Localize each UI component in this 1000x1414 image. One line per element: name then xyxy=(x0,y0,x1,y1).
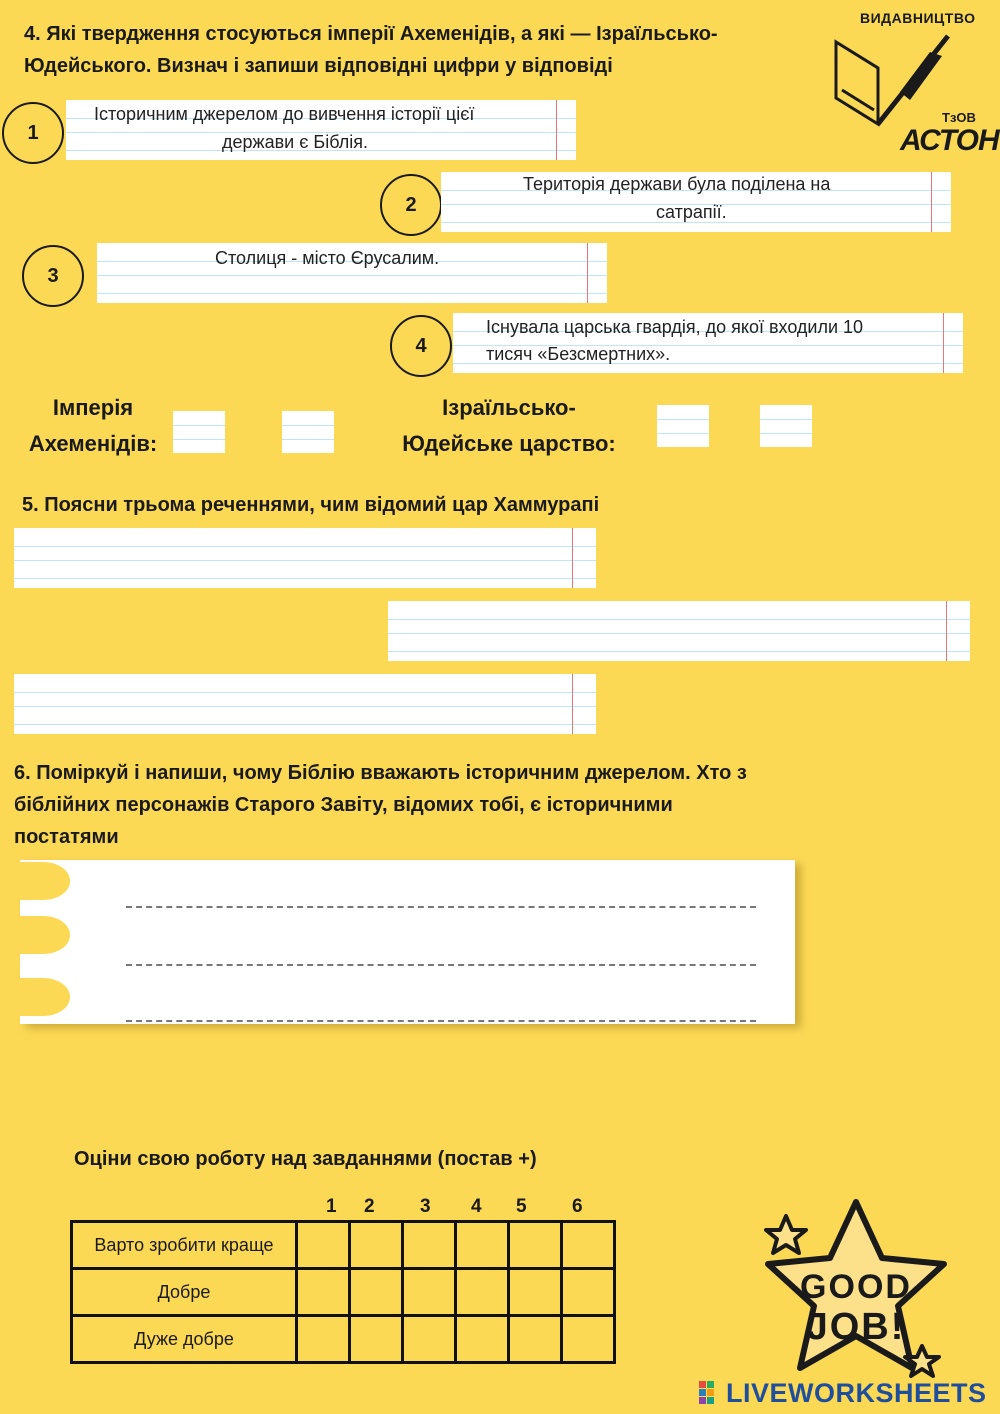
answer-line-1[interactable] xyxy=(14,528,596,588)
rating-col-label: 5 xyxy=(516,1196,527,1217)
rating-cell[interactable] xyxy=(403,1269,456,1316)
rating-cell[interactable] xyxy=(562,1269,615,1316)
rating-cell[interactable] xyxy=(403,1222,456,1269)
answer-box-israel-judah-1[interactable] xyxy=(657,405,709,447)
statement-text: Історичним джерелом до вивчення історії цієї xyxy=(94,104,475,124)
q4-title-line1: 4. Які твердження стосуються імперії Ахеменідів, а які — Ізраїльсько- xyxy=(24,23,718,45)
q6-title-line1: 6. Поміркуй і напиши, чому Біблію вважають історичним джерелом. Хто з xyxy=(14,762,747,784)
rating-cell[interactable] xyxy=(350,1222,403,1269)
answer-box-israel-judah-2[interactable] xyxy=(760,405,812,447)
statement-number-2: 2 xyxy=(380,174,442,236)
rating-cell[interactable] xyxy=(456,1316,509,1363)
liveworksheets-logo[interactable] xyxy=(698,1378,987,1408)
answer-box-achaemenid-1[interactable] xyxy=(173,411,225,453)
rating-cell[interactable] xyxy=(509,1269,562,1316)
answer-line-2[interactable] xyxy=(388,601,970,661)
group-b-label-line2: Юдейське царство: xyxy=(402,431,616,456)
liveworksheets-brand: LIVEWORKSHEETS xyxy=(726,1377,987,1408)
q5-title: 5. Поясни трьома реченнями, чим відомий цар Хаммурапі xyxy=(22,494,600,516)
rating-cell[interactable] xyxy=(350,1316,403,1363)
rating-row xyxy=(72,1316,615,1363)
publisher-name: АСТОН xyxy=(900,124,999,157)
group-a-label-line2: Ахеменідів: xyxy=(28,431,158,456)
statement-text: сатрапії. xyxy=(656,202,727,222)
rating-col-label: 1 xyxy=(326,1196,337,1217)
rating-cell[interactable] xyxy=(297,1316,350,1363)
q4-title-line2: Юдейського. Визнач і запиши відповідні цифри у відповіді xyxy=(24,55,613,77)
group-a-label-line1: Імперія xyxy=(52,395,134,420)
rating-cell[interactable] xyxy=(297,1222,350,1269)
rating-cell[interactable] xyxy=(403,1316,456,1363)
rating-cell[interactable] xyxy=(509,1222,562,1269)
rating-cell[interactable] xyxy=(350,1269,403,1316)
rating-cell[interactable] xyxy=(297,1269,350,1316)
publisher-logo xyxy=(830,6,999,157)
statement-number-4: 4 xyxy=(390,315,452,377)
rating-cell[interactable] xyxy=(456,1222,509,1269)
statement-card-1[interactable] xyxy=(66,100,576,160)
statement-number-1: 1 xyxy=(2,102,64,164)
rating-col-label: 6 xyxy=(572,1196,583,1217)
group-b-label-line1: Ізраїльсько- xyxy=(442,395,576,420)
rating-table xyxy=(70,1220,616,1364)
statement-text: Територія держави була поділена на xyxy=(523,174,831,194)
rating-row xyxy=(72,1222,615,1269)
answer-line-3[interactable] xyxy=(14,674,596,734)
liveworksheets-icon xyxy=(698,1379,724,1407)
statement-card-4[interactable] xyxy=(453,313,963,373)
statement-number-3: 3 xyxy=(22,245,84,307)
statement-text: держави є Біблія. xyxy=(222,132,368,152)
rating-cell[interactable] xyxy=(456,1269,509,1316)
open-book-icon xyxy=(830,28,960,138)
q6-title-line2: біблійних персонажів Старого Завіту, відомих тобі, є історичними xyxy=(14,794,673,816)
rating-cell[interactable] xyxy=(562,1222,615,1269)
answer-box-achaemenid-2[interactable] xyxy=(282,411,334,453)
good-job-line1: GOOD xyxy=(800,1268,912,1306)
rating-col-label: 2 xyxy=(364,1196,375,1217)
rating-cell[interactable] xyxy=(509,1316,562,1363)
publisher-top-label: ВИДАВНИЦТВО xyxy=(860,10,976,26)
publisher-small-label: ТзОВ xyxy=(942,110,976,125)
statement-text: Існувала царська гвардія, до якої входили 10 xyxy=(486,317,864,337)
statement-card-3[interactable] xyxy=(97,243,607,303)
rating-col-label: 4 xyxy=(471,1196,482,1217)
rating-row-label: Варто зробити краще xyxy=(72,1222,297,1269)
q6-title-line3: постатями xyxy=(14,826,119,848)
rating-row xyxy=(72,1269,615,1316)
rating-title: Оціни свою роботу над завданнями (постав +) xyxy=(74,1148,537,1170)
rating-cell[interactable] xyxy=(562,1316,615,1363)
rating-row-label: Дуже добре xyxy=(72,1316,297,1363)
rating-col-label: 3 xyxy=(420,1196,431,1217)
good-job-line2: JOB! xyxy=(806,1306,906,1348)
statement-text: тисяч «Безсмертних». xyxy=(486,344,671,364)
statement-text: Столиця - місто Єрусалим. xyxy=(215,248,440,268)
rating-row-label: Добре xyxy=(72,1269,297,1316)
statement-card-2[interactable] xyxy=(441,172,951,232)
notebook-paper-answer[interactable] xyxy=(20,860,795,1024)
